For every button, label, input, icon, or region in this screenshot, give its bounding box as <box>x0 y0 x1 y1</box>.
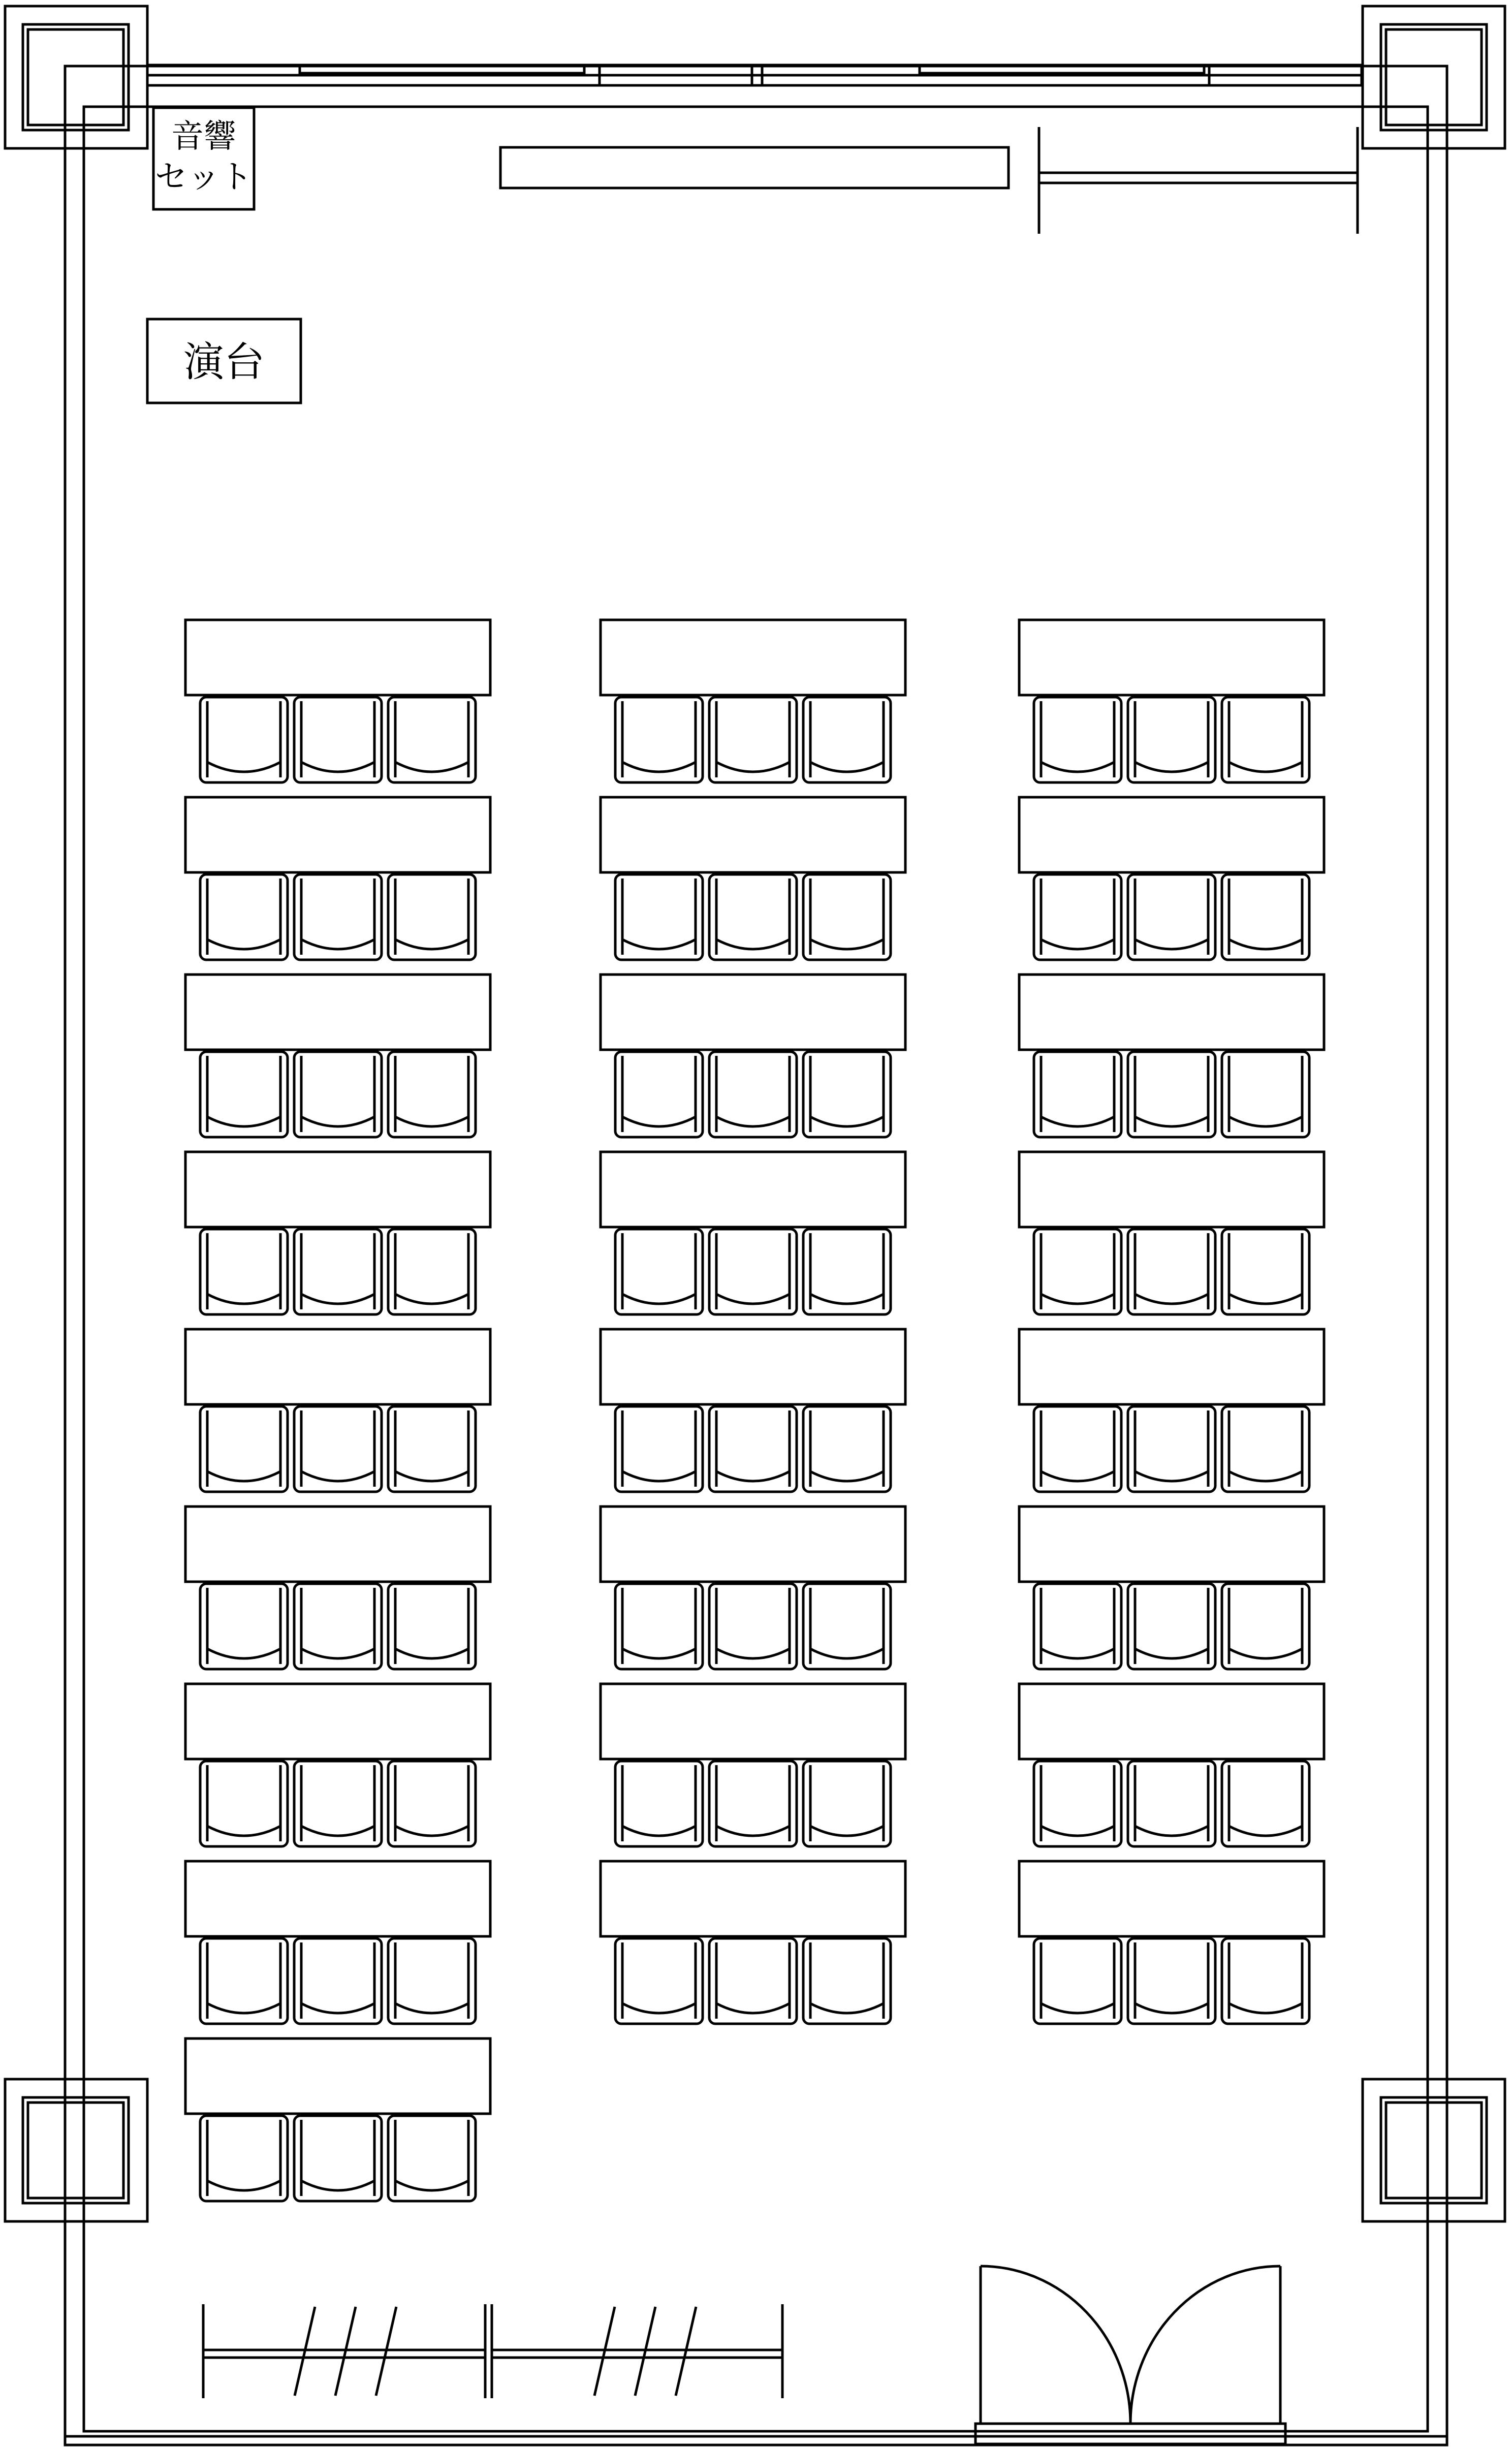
door-swing-left <box>981 2266 1130 2424</box>
chair <box>1034 1761 1121 1846</box>
chair-frame <box>1034 874 1121 960</box>
partition-bottom-left <box>203 2304 782 2398</box>
chair <box>200 1584 288 1669</box>
chair-frame <box>1034 1052 1121 1137</box>
wall-inner <box>84 107 1428 2431</box>
chair-back <box>622 939 696 949</box>
window-pane-2 <box>920 66 1204 73</box>
chair-frame <box>803 1584 891 1669</box>
double-door <box>975 2266 1285 2444</box>
chair <box>200 697 288 782</box>
chair <box>803 697 891 782</box>
chair-frame <box>803 697 891 782</box>
chair-frame <box>388 2116 476 2201</box>
chair-back <box>810 762 884 772</box>
chair-frame <box>615 1406 703 1492</box>
desk <box>601 1152 905 1227</box>
chair <box>294 1761 382 1846</box>
chair-back <box>1041 762 1114 772</box>
chair-back <box>207 1649 280 1658</box>
chair-back <box>1041 1117 1114 1126</box>
chair <box>709 1229 797 1314</box>
chair <box>709 1584 797 1669</box>
chair-back <box>301 1649 374 1658</box>
chair <box>294 2116 382 2201</box>
chair-back <box>1041 939 1114 949</box>
chair-frame <box>294 1584 382 1669</box>
chair <box>615 874 703 960</box>
window-pane-1 <box>300 66 584 73</box>
chair-frame <box>200 2116 288 2201</box>
chair <box>1128 874 1215 960</box>
chair-back <box>1229 1294 1302 1304</box>
chair <box>200 1052 288 1137</box>
chair <box>200 1406 288 1492</box>
chair <box>1034 874 1121 960</box>
chair <box>1034 1229 1121 1314</box>
chair <box>709 1406 797 1492</box>
chair <box>1222 1229 1309 1314</box>
chair-back <box>207 1117 280 1126</box>
podium-label: 演台 <box>183 338 265 386</box>
chair <box>294 697 382 782</box>
chair-frame <box>388 1406 476 1492</box>
chair-back <box>301 762 374 772</box>
chair <box>803 1938 891 2024</box>
chair-frame <box>1034 1938 1121 2024</box>
chair <box>294 874 382 960</box>
chair <box>615 1584 703 1669</box>
chair <box>1128 1938 1215 2024</box>
chair-frame <box>1034 697 1121 782</box>
desk <box>601 620 905 695</box>
chair <box>1222 1761 1309 1846</box>
chair <box>1222 1584 1309 1669</box>
walls <box>65 66 1447 2445</box>
chair-back <box>207 939 280 949</box>
chair-frame <box>200 1761 288 1846</box>
chair-frame <box>709 1406 797 1492</box>
chair-back <box>1229 1117 1302 1126</box>
chair-back <box>1135 1117 1208 1126</box>
chair <box>200 2116 288 2201</box>
chair <box>1128 1052 1215 1137</box>
chair <box>388 1938 476 2024</box>
chair-back <box>395 1294 468 1304</box>
chair <box>1128 1761 1215 1846</box>
chair <box>200 1229 288 1314</box>
chair-back <box>622 1294 696 1304</box>
desk <box>601 1507 905 1582</box>
desk <box>1019 1507 1324 1582</box>
seating-area <box>185 620 1324 2201</box>
chair-frame <box>388 697 476 782</box>
chair-back <box>810 939 884 949</box>
chair-back <box>301 2181 374 2190</box>
chair-frame <box>294 697 382 782</box>
chair-back <box>1229 1649 1302 1658</box>
chair-frame <box>200 874 288 960</box>
chair-frame <box>803 874 891 960</box>
chair-frame <box>803 1406 891 1492</box>
chair-back <box>207 1294 280 1304</box>
chair-frame <box>294 1406 382 1492</box>
chair-back <box>1135 939 1208 949</box>
desk <box>1019 1684 1324 1759</box>
chair <box>709 1761 797 1846</box>
partition-top-right <box>1039 127 1358 234</box>
chair-back <box>301 1471 374 1481</box>
chair-back <box>395 939 468 949</box>
chair-back <box>716 1294 790 1304</box>
chair-frame <box>200 1052 288 1137</box>
chair-frame <box>294 2116 382 2201</box>
chair-back <box>716 2003 790 2013</box>
chair-back <box>1229 1826 1302 1836</box>
chair-back <box>395 2181 468 2190</box>
chair-back <box>622 1117 696 1126</box>
chair-frame <box>1222 697 1309 782</box>
chair-frame <box>1034 1761 1121 1846</box>
chair <box>1128 1584 1215 1669</box>
desk <box>185 1329 490 1404</box>
chair-back <box>1229 2003 1302 2013</box>
chair-frame <box>200 1584 288 1669</box>
pillar-bottom-right <box>1363 2079 1505 2221</box>
chair-back <box>622 762 696 772</box>
sound-set-label-line1: 音響 <box>171 118 236 155</box>
desk <box>601 797 905 872</box>
chair-back <box>207 1471 280 1481</box>
chair-back <box>207 2181 280 2190</box>
chair <box>388 1052 476 1137</box>
chair-back <box>395 2003 468 2013</box>
chair-back <box>207 1826 280 1836</box>
chair-frame <box>294 1938 382 2024</box>
chair-frame <box>1128 1938 1215 2024</box>
chair <box>200 874 288 960</box>
chair-frame <box>1128 1761 1215 1846</box>
chair-frame <box>1222 1052 1309 1137</box>
chair-frame <box>615 1052 703 1137</box>
desk <box>1019 1152 1324 1227</box>
screen-bar <box>500 147 1009 188</box>
chair <box>1034 1584 1121 1669</box>
chair-frame <box>388 1938 476 2024</box>
chair-back <box>1135 1471 1208 1481</box>
desk <box>185 1861 490 1936</box>
desk <box>1019 797 1324 872</box>
chair <box>388 874 476 960</box>
chair <box>294 1938 382 2024</box>
chair-back <box>301 1826 374 1836</box>
chair <box>1128 1406 1215 1492</box>
chair-frame <box>803 1052 891 1137</box>
desk <box>601 1861 905 1936</box>
chair-frame <box>294 1229 382 1314</box>
chair-back <box>810 1117 884 1126</box>
chair <box>709 1052 797 1137</box>
chair <box>803 1052 891 1137</box>
chair-back <box>1229 1471 1302 1481</box>
chair-frame <box>388 874 476 960</box>
chair <box>1222 1406 1309 1492</box>
chair-back <box>301 1117 374 1126</box>
wall-outer <box>65 66 1447 2445</box>
chair-back <box>207 762 280 772</box>
chair-back <box>1135 1649 1208 1658</box>
chair-back <box>1041 1649 1114 1658</box>
sound-set-box <box>153 108 254 209</box>
chair-back <box>1041 1826 1114 1836</box>
chair-frame <box>709 697 797 782</box>
desk <box>601 975 905 1050</box>
chair <box>388 2116 476 2201</box>
chair <box>615 1052 703 1137</box>
door-threshold <box>975 2424 1285 2444</box>
chair <box>1034 1052 1121 1137</box>
chair <box>1222 1938 1309 2024</box>
chair-frame <box>1222 1761 1309 1846</box>
chair-frame <box>388 1761 476 1846</box>
desk <box>185 797 490 872</box>
chair-frame <box>709 874 797 960</box>
chair-back <box>1229 762 1302 772</box>
desk <box>185 620 490 695</box>
top-window <box>147 65 1362 85</box>
chair <box>200 1938 288 2024</box>
chair-back <box>622 2003 696 2013</box>
chair-back <box>810 2003 884 2013</box>
chair-frame <box>294 874 382 960</box>
chair <box>803 1229 891 1314</box>
chair <box>803 1406 891 1492</box>
chair-back <box>810 1649 884 1658</box>
chair-back <box>301 1294 374 1304</box>
sound-set-label-line2: セット <box>155 159 253 196</box>
desk <box>1019 975 1324 1050</box>
chair <box>803 1584 891 1669</box>
chair-frame <box>615 697 703 782</box>
chair-back <box>716 1826 790 1836</box>
chair <box>1222 697 1309 782</box>
chair <box>388 1761 476 1846</box>
chair-frame <box>200 1938 288 2024</box>
chair-frame <box>709 1229 797 1314</box>
chair <box>388 1229 476 1314</box>
chair <box>615 1761 703 1846</box>
chair <box>709 697 797 782</box>
chair-frame <box>709 1584 797 1669</box>
chair-back <box>301 2003 374 2013</box>
chair-frame <box>803 1938 891 2024</box>
chair <box>294 1052 382 1137</box>
chair-frame <box>803 1761 891 1846</box>
chair-frame <box>1128 1052 1215 1137</box>
chair-back <box>1135 1294 1208 1304</box>
podium <box>147 319 301 403</box>
chair-back <box>1135 762 1208 772</box>
chair <box>1034 1938 1121 2024</box>
chair-back <box>716 939 790 949</box>
chair-back <box>622 1471 696 1481</box>
chair <box>1034 1406 1121 1492</box>
chair-frame <box>615 1761 703 1846</box>
chair-back <box>810 1471 884 1481</box>
chair-frame <box>1128 1229 1215 1314</box>
chair-back <box>395 1649 468 1658</box>
chair-back <box>395 762 468 772</box>
chair-frame <box>1222 1406 1309 1492</box>
chair <box>388 1584 476 1669</box>
chair-back <box>716 1471 790 1481</box>
chair-frame <box>294 1761 382 1846</box>
chair <box>1222 874 1309 960</box>
chair-back <box>301 939 374 949</box>
chair-back <box>1229 939 1302 949</box>
chair-back <box>1041 1294 1114 1304</box>
chair-frame <box>388 1584 476 1669</box>
chair-frame <box>1034 1584 1121 1669</box>
chair-frame <box>200 1229 288 1314</box>
chair <box>1128 1229 1215 1314</box>
pillar-top-left <box>5 6 147 148</box>
chair <box>294 1229 382 1314</box>
chair-frame <box>388 1229 476 1314</box>
chair-back <box>622 1649 696 1658</box>
chair-back <box>716 1649 790 1658</box>
chair <box>803 1761 891 1846</box>
chair <box>709 1938 797 2024</box>
chair-back <box>1041 1471 1114 1481</box>
chair-back <box>207 2003 280 2013</box>
chair-back <box>622 1826 696 1836</box>
chair-frame <box>803 1229 891 1314</box>
pillar-top-right <box>1363 6 1505 148</box>
chair-frame <box>294 1052 382 1137</box>
chair <box>200 1761 288 1846</box>
desk <box>1019 1861 1324 1936</box>
chair-frame <box>1034 1406 1121 1492</box>
desk <box>601 1684 905 1759</box>
chair-back <box>810 1826 884 1836</box>
chair <box>1128 697 1215 782</box>
chair-frame <box>1222 1229 1309 1314</box>
chair-frame <box>200 697 288 782</box>
chair-back <box>395 1117 468 1126</box>
chair-frame <box>1222 1584 1309 1669</box>
chair <box>294 1406 382 1492</box>
chair-back <box>1135 2003 1208 2013</box>
chair-back <box>716 1117 790 1126</box>
chair <box>615 1938 703 2024</box>
chair <box>1222 1052 1309 1137</box>
chair-frame <box>1128 874 1215 960</box>
chair-frame <box>615 1229 703 1314</box>
chair <box>1034 697 1121 782</box>
chair <box>388 1406 476 1492</box>
chair-frame <box>1222 1938 1309 2024</box>
desk <box>185 2038 490 2114</box>
desk <box>1019 1329 1324 1404</box>
chair-frame <box>615 1938 703 2024</box>
chair <box>709 874 797 960</box>
chair-frame <box>615 1584 703 1669</box>
chair <box>388 697 476 782</box>
chair-frame <box>709 1938 797 2024</box>
chair-frame <box>200 1406 288 1492</box>
chair-frame <box>1034 1229 1121 1314</box>
chair <box>294 1584 382 1669</box>
desk <box>601 1329 905 1404</box>
chair-back <box>716 762 790 772</box>
desk <box>185 1152 490 1227</box>
chair-frame <box>1222 874 1309 960</box>
desk <box>185 1507 490 1582</box>
chair <box>615 1229 703 1314</box>
pillar-bottom-left <box>5 2079 147 2221</box>
chair-frame <box>1128 1584 1215 1669</box>
door-swing-right <box>1130 2266 1280 2424</box>
chair-frame <box>709 1761 797 1846</box>
chair-back <box>1135 1826 1208 1836</box>
desk <box>185 1684 490 1759</box>
chair-frame <box>1128 1406 1215 1492</box>
chair-frame <box>709 1052 797 1137</box>
chair <box>615 1406 703 1492</box>
chair-frame <box>1128 697 1215 782</box>
chair-back <box>810 1294 884 1304</box>
desk <box>185 975 490 1050</box>
chair-back <box>1041 2003 1114 2013</box>
desk <box>1019 620 1324 695</box>
chair-frame <box>615 874 703 960</box>
chair-back <box>395 1471 468 1481</box>
chair <box>803 874 891 960</box>
chair-frame <box>388 1052 476 1137</box>
chair <box>615 697 703 782</box>
chair-back <box>395 1826 468 1836</box>
